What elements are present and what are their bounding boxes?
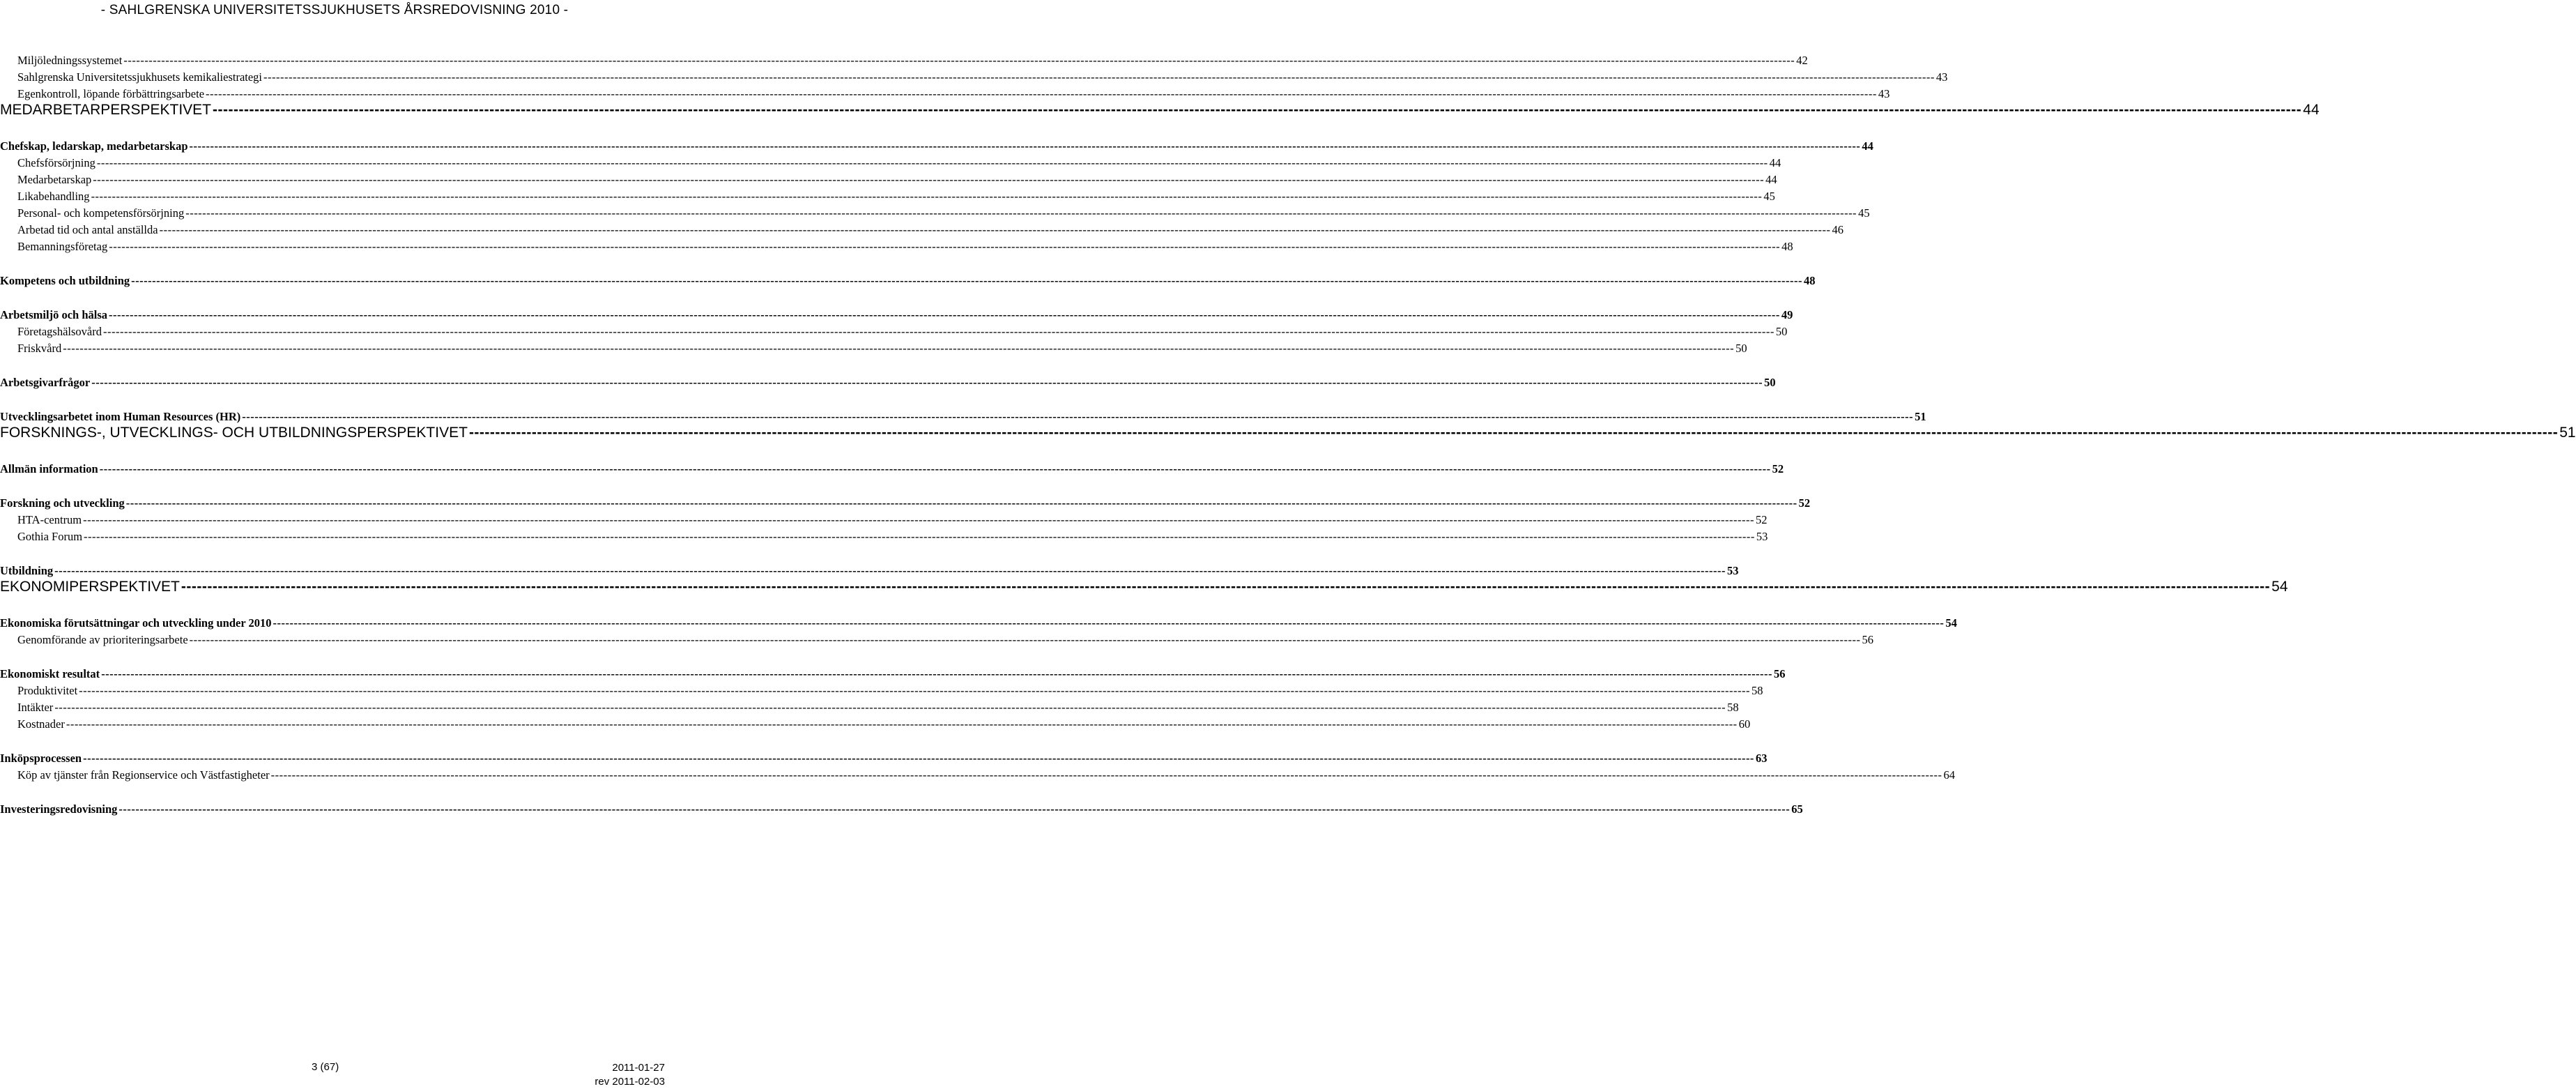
toc-subheading-entry[interactable]: [0, 236, 1793, 253]
toc-page-number: 45: [1763, 190, 1775, 203]
toc-leader-dashes: ----------------------------------------------------------------------------------------------------------------------------------------------------------------------------------------------------------------------------------------------------------------------------------------------------------------------------------------------------------------------------------------------------------------: [102, 325, 1774, 338]
toc-entry-title: Chefsförsörjning: [17, 156, 95, 169]
toc-leader-dashes: ----------------------------------------------------------------------------------------------------------------------------------------------------------------------------------------------------------------------------------------------------------------------------------------------------------------------------------------------------------------------------------------------------------------: [123, 54, 1795, 67]
toc-leader-dashes: ----------------------------------------------------------------------------------------------------------------------------------------------------------------------------------------------------------------------------------------------------------------------------------------------------------------------------------------------------------------------------------------------------------------: [109, 240, 1781, 253]
toc-entry-title: Forskning och utveckling: [0, 496, 125, 510]
toc-page-number: 54: [1945, 616, 1957, 630]
toc-entry-title: Sahlgrenska Universitetssjukhusets kemikaliestrategi: [17, 70, 263, 84]
toc-spacer: [0, 389, 667, 406]
toc-page-number: 51: [2559, 425, 2576, 441]
toc-entry-title: Ekonomiska förutsättningar och utveckling under 2010: [0, 616, 272, 630]
toc-leader-dashes: ----------------------------------------------------------------------------------------------------------------------------------------------------------------------------------------------------------------------------------------------------------------------------------------------------------------------------------------------------------------------------------------------------------------: [185, 206, 1857, 220]
toc-entry-title: HTA-centrum: [17, 513, 82, 526]
toc-page-number: 50: [1764, 376, 1776, 389]
toc-leader-dashes: ----------------------------------------------------------------------------------------------------------------------------------------------------------------------------------------------------------------------------------------------------------------------------------------------------------------------------------------------------------------------------------------------------------------: [131, 274, 1802, 287]
toc-leader-dashes: ----------------------------------------------------------------------------------------------------------------------------------------------------------------------------------------------------------------------------------------------------------------------------------------------------------------------------------------------------------------------------------------------------------------: [96, 156, 1768, 169]
toc-page-number: 50: [1775, 325, 1788, 338]
toc-spacer: [0, 646, 667, 664]
toc-subheading-entry[interactable]: [0, 84, 1890, 100]
toc-page-number: 58: [1727, 701, 1739, 714]
toc-entry-title: Ekonomiskt resultat: [0, 667, 100, 680]
toc-subheading-entry[interactable]: [0, 186, 1775, 203]
toc-spacer: [0, 119, 667, 136]
toc-entry-title: Investeringsredovisning: [0, 802, 118, 816]
toc-entry-title: Allmän information: [0, 462, 98, 475]
toc-subheading-entry[interactable]: [0, 338, 1747, 355]
toc-leader-dashes: ----------------------------------------------------------------------------------------------------------------------------------------------------------------------------------------------------------------------------------------------------------------------------------------------------------------------------------------------------------------------------------------------------------------: [242, 410, 1914, 423]
toc-leader-dashes: ----------------------------------------------------------------------------------------------------------------------------------------------------------------------------------------------------------------------------------------------------------------------------------------------------------------------------------------------------------------------------------------------------------------: [263, 70, 1935, 84]
toc-leader-dashes: ----------------------------------------------------------------------------------------------------------------------------------------------------------------------------------------------------------------------------------------------------------------------------------------------------------------------------------------------------------------------------------------------------------------: [213, 102, 2302, 118]
toc-page-number: 43: [1878, 87, 1890, 100]
toc-leader-dashes: ----------------------------------------------------------------------------------------------------------------------------------------------------------------------------------------------------------------------------------------------------------------------------------------------------------------------------------------------------------------------------------------------------------------: [93, 173, 1765, 186]
toc-subheading-entry[interactable]: [0, 220, 1843, 236]
toc-leader-dashes: ----------------------------------------------------------------------------------------------------------------------------------------------------------------------------------------------------------------------------------------------------------------------------------------------------------------------------------------------------------------------------------------------------------------: [270, 768, 1942, 782]
toc-page-number: 44: [1765, 173, 1777, 186]
toc-page-number: 44: [1862, 139, 1873, 153]
toc-entry-title: MEDARBETARPERSPEKTIVET: [0, 102, 212, 118]
toc-page-number: 53: [1726, 564, 1739, 577]
toc-leader-dashes: ----------------------------------------------------------------------------------------------------------------------------------------------------------------------------------------------------------------------------------------------------------------------------------------------------------------------------------------------------------------------------------------------------------------: [99, 462, 1771, 475]
toc-spacer: [0, 253, 667, 271]
toc-entry-title: Intäkter: [17, 701, 54, 714]
toc-page-number: 44: [1769, 156, 1781, 169]
toc-entry-title: EKONOMIPERSPEKTIVET: [0, 579, 180, 595]
toc-section-entry[interactable]: [0, 577, 2288, 595]
toc-subheading-entry[interactable]: [0, 526, 1768, 543]
toc-subheading-entry[interactable]: [0, 510, 1768, 526]
document-date: 2011-01-27: [612, 1062, 665, 1074]
toc-spacer: [0, 543, 667, 561]
toc-spacer: [0, 475, 667, 493]
toc-entry-title: Medarbetarskap: [17, 173, 92, 186]
toc-page-number: 46: [1832, 223, 1843, 236]
toc-page-number: 45: [1858, 206, 1870, 220]
toc-page-number: 42: [1796, 54, 1808, 67]
toc-spacer: [0, 595, 667, 613]
toc-leader-dashes: ----------------------------------------------------------------------------------------------------------------------------------------------------------------------------------------------------------------------------------------------------------------------------------------------------------------------------------------------------------------------------------------------------------------: [118, 802, 1791, 816]
toc-page-number: 58: [1751, 684, 1763, 697]
toc-entry-title: Produktivitet: [17, 684, 78, 697]
toc-heading-entry[interactable]: [0, 613, 1957, 630]
toc-heading-entry[interactable]: [0, 305, 1793, 321]
toc-leader-dashes: ----------------------------------------------------------------------------------------------------------------------------------------------------------------------------------------------------------------------------------------------------------------------------------------------------------------------------------------------------------------------------------------------------------------: [101, 667, 1773, 680]
toc-entry-title: Egenkontroll, löpande förbättringsarbete: [17, 87, 205, 100]
toc-subheading-entry[interactable]: [0, 321, 1788, 338]
toc-leader-dashes: ----------------------------------------------------------------------------------------------------------------------------------------------------------------------------------------------------------------------------------------------------------------------------------------------------------------------------------------------------------------------------------------------------------------: [273, 616, 1945, 630]
toc-entry-title: Chefskap, ledarskap, medarbetarskap: [0, 139, 188, 153]
toc-heading-entry[interactable]: [0, 406, 1926, 423]
toc-entry-title: Gothia Forum: [17, 530, 83, 543]
toc-page-number: 48: [1781, 240, 1793, 253]
toc-heading-entry[interactable]: [0, 493, 1811, 510]
toc-leader-dashes: ----------------------------------------------------------------------------------------------------------------------------------------------------------------------------------------------------------------------------------------------------------------------------------------------------------------------------------------------------------------------------------------------------------------: [91, 376, 1763, 389]
revision-date: rev 2011-02-03: [595, 1076, 665, 1088]
toc-subheading-entry[interactable]: [0, 203, 1870, 220]
table-of-contents: [0, 50, 2576, 816]
toc-leader-dashes: ----------------------------------------------------------------------------------------------------------------------------------------------------------------------------------------------------------------------------------------------------------------------------------------------------------------------------------------------------------------------------------------------------------------: [54, 564, 1726, 577]
footer-dates: [595, 1061, 665, 1089]
toc-spacer: [0, 782, 667, 799]
toc-entry-title: Inköpsprocessen: [0, 752, 82, 765]
document-header: - SAHLGRENSKA UNIVERSITETSSJUKHUSETS ÅRSREDOVISNING 2010 -: [100, 3, 569, 17]
toc-leader-dashes: ----------------------------------------------------------------------------------------------------------------------------------------------------------------------------------------------------------------------------------------------------------------------------------------------------------------------------------------------------------------------------------------------------------------: [84, 530, 1755, 543]
toc-heading-entry[interactable]: [0, 799, 1803, 816]
toc-page-number: 52: [1756, 513, 1768, 526]
toc-page-number: 56: [1862, 633, 1874, 646]
toc-entry-title: Köp av tjänster från Regionservice och Västfastigheter: [17, 768, 270, 782]
toc-section-entry[interactable]: [0, 100, 2320, 119]
toc-leader-dashes: ----------------------------------------------------------------------------------------------------------------------------------------------------------------------------------------------------------------------------------------------------------------------------------------------------------------------------------------------------------------------------------------------------------------: [66, 717, 1738, 731]
toc-entry-title: Arbetsmiljö och hälsa: [0, 308, 107, 321]
toc-entry-title: Företagshälsovård: [17, 325, 102, 338]
toc-heading-entry[interactable]: [0, 271, 1816, 287]
toc-entry-title: Kostnader: [17, 717, 65, 731]
toc-entry-title: Genomförande av prioriteringsarbete: [17, 633, 188, 646]
toc-page-number: 52: [1798, 496, 1811, 510]
toc-subheading-entry[interactable]: [0, 765, 1956, 782]
page-number: 3 (67): [312, 1061, 339, 1073]
toc-page-number: 51: [1915, 410, 1926, 423]
toc-page-number: 54: [2271, 579, 2288, 595]
toc-leader-dashes: ----------------------------------------------------------------------------------------------------------------------------------------------------------------------------------------------------------------------------------------------------------------------------------------------------------------------------------------------------------------------------------------------------------------: [206, 87, 1877, 100]
toc-page-number: 43: [1935, 70, 1948, 84]
toc-subheading-entry[interactable]: [0, 714, 1751, 731]
toc-leader-dashes: ----------------------------------------------------------------------------------------------------------------------------------------------------------------------------------------------------------------------------------------------------------------------------------------------------------------------------------------------------------------------------------------------------------------: [54, 701, 1726, 714]
toc-entry-title: Likabehandling: [17, 190, 90, 203]
toc-entry-title: Utvecklingsarbetet inom Human Resources (HR): [0, 410, 241, 423]
toc-entry-title: Arbetsgivarfrågor: [0, 376, 91, 389]
toc-heading-entry[interactable]: [0, 372, 1776, 389]
toc-heading-entry[interactable]: [0, 561, 1739, 577]
toc-leader-dashes: ----------------------------------------------------------------------------------------------------------------------------------------------------------------------------------------------------------------------------------------------------------------------------------------------------------------------------------------------------------------------------------------------------------------: [79, 684, 1751, 697]
toc-leader-dashes: ----------------------------------------------------------------------------------------------------------------------------------------------------------------------------------------------------------------------------------------------------------------------------------------------------------------------------------------------------------------------------------------------------------------: [159, 223, 1831, 236]
toc-entry-title: Kompetens och utbildning: [0, 274, 130, 287]
toc-spacer: [0, 287, 667, 305]
toc-leader-dashes: ----------------------------------------------------------------------------------------------------------------------------------------------------------------------------------------------------------------------------------------------------------------------------------------------------------------------------------------------------------------------------------------------------------------: [91, 190, 1763, 203]
toc-subheading-entry[interactable]: [0, 67, 1948, 84]
toc-page-number: 44: [2303, 102, 2320, 118]
toc-entry-title: Friskvård: [17, 342, 62, 355]
toc-leader-dashes: ----------------------------------------------------------------------------------------------------------------------------------------------------------------------------------------------------------------------------------------------------------------------------------------------------------------------------------------------------------------------------------------------------------------: [189, 633, 1861, 646]
toc-page-number: 65: [1791, 802, 1803, 816]
toc-entry-title: Miljöledningssystemet: [17, 54, 123, 67]
toc-heading-entry[interactable]: [0, 664, 1786, 680]
toc-subheading-entry[interactable]: [0, 630, 1874, 646]
toc-spacer: [0, 441, 667, 459]
toc-entry-title: FORSKNINGS-, UTVECKLINGS- OCH UTBILDNINGSPERSPEKTIVET: [0, 425, 468, 441]
toc-leader-dashes: ----------------------------------------------------------------------------------------------------------------------------------------------------------------------------------------------------------------------------------------------------------------------------------------------------------------------------------------------------------------------------------------------------------------: [109, 308, 1780, 321]
toc-page-number: 52: [1772, 462, 1784, 475]
toc-spacer: [0, 731, 667, 748]
toc-leader-dashes: ----------------------------------------------------------------------------------------------------------------------------------------------------------------------------------------------------------------------------------------------------------------------------------------------------------------------------------------------------------------------------------------------------------------: [189, 139, 1861, 153]
toc-page-number: 56: [1774, 667, 1786, 680]
toc-spacer: [0, 355, 667, 372]
toc-page-number: 60: [1738, 717, 1751, 731]
toc-subheading-entry[interactable]: [0, 50, 1808, 67]
toc-leader-dashes: ----------------------------------------------------------------------------------------------------------------------------------------------------------------------------------------------------------------------------------------------------------------------------------------------------------------------------------------------------------------------------------------------------------------: [83, 752, 1754, 765]
toc-subheading-entry[interactable]: [0, 680, 1763, 697]
toc-entry-title: Utbildning: [0, 564, 54, 577]
toc-heading-entry[interactable]: [0, 748, 1768, 765]
toc-leader-dashes: ----------------------------------------------------------------------------------------------------------------------------------------------------------------------------------------------------------------------------------------------------------------------------------------------------------------------------------------------------------------------------------------------------------------: [468, 425, 2559, 441]
toc-section-entry[interactable]: [0, 423, 2576, 441]
toc-heading-entry[interactable]: [0, 459, 1784, 475]
toc-heading-entry[interactable]: [0, 136, 1873, 153]
toc-leader-dashes: ----------------------------------------------------------------------------------------------------------------------------------------------------------------------------------------------------------------------------------------------------------------------------------------------------------------------------------------------------------------------------------------------------------------: [83, 513, 1755, 526]
toc-subheading-entry[interactable]: [0, 697, 1739, 714]
toc-page-number: 49: [1781, 308, 1793, 321]
toc-leader-dashes: ----------------------------------------------------------------------------------------------------------------------------------------------------------------------------------------------------------------------------------------------------------------------------------------------------------------------------------------------------------------------------------------------------------------: [181, 579, 2271, 595]
toc-page-number: 48: [1803, 274, 1816, 287]
toc-entry-title: Personal- och kompetensförsörjning: [17, 206, 185, 220]
toc-subheading-entry[interactable]: [0, 169, 1777, 186]
toc-page-number: 64: [1943, 768, 1956, 782]
toc-entry-title: Bemanningsföretag: [17, 240, 108, 253]
toc-entry-title: Arbetad tid och antal anställda: [17, 223, 158, 236]
toc-page-number: 50: [1735, 342, 1747, 355]
toc-subheading-entry[interactable]: [0, 153, 1781, 169]
toc-page-number: 53: [1756, 530, 1768, 543]
toc-leader-dashes: ----------------------------------------------------------------------------------------------------------------------------------------------------------------------------------------------------------------------------------------------------------------------------------------------------------------------------------------------------------------------------------------------------------------: [125, 496, 1797, 510]
toc-page-number: 63: [1755, 752, 1768, 765]
toc-leader-dashes: ----------------------------------------------------------------------------------------------------------------------------------------------------------------------------------------------------------------------------------------------------------------------------------------------------------------------------------------------------------------------------------------------------------------: [63, 342, 1735, 355]
